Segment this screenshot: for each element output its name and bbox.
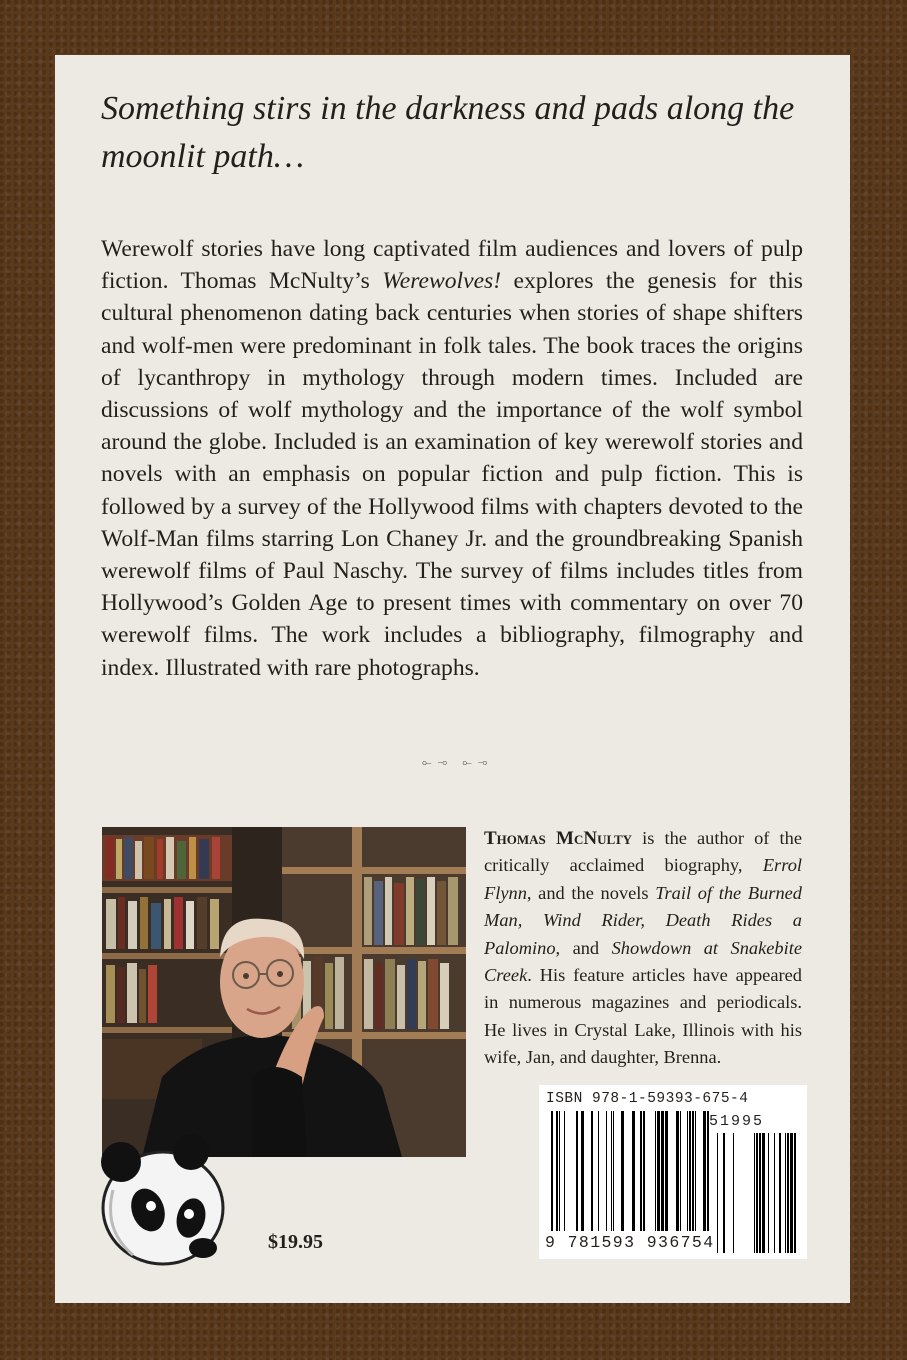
barcode-bar [794,1133,796,1253]
barcode-bar [687,1111,688,1231]
barcode-bar [559,1111,560,1231]
barcode-bar [640,1111,642,1231]
barcode-bar [551,1111,553,1231]
price-code: 51995 [709,1113,765,1130]
barcode-bar [787,1133,789,1253]
barcode-digits: 9 781593 936754 [545,1233,715,1252]
barcode-bar [613,1111,614,1231]
barcode-bar [661,1111,664,1231]
barcode-bar [665,1111,668,1231]
barcode-bar [756,1133,758,1253]
barcode-bar [581,1111,584,1231]
author-photo [102,827,466,1157]
barcode-bar [576,1111,578,1231]
panda-logo-icon [93,1130,228,1270]
barcode-bar [598,1111,599,1231]
barcode-bar [689,1111,691,1231]
barcode-bar [774,1133,775,1253]
barcode-bar [785,1133,786,1253]
barcode-bar [759,1133,761,1253]
barcode-bar [564,1111,565,1231]
barcode-bar [717,1133,718,1253]
barcode-bar [657,1111,660,1231]
barcode-bar [703,1111,706,1231]
barcode-bar [643,1111,645,1231]
book-title: Werewolves! [382,268,502,295]
barcode-bar [707,1111,709,1231]
barcode-bar [676,1111,679,1231]
barcode-bar [754,1133,755,1253]
barcode-bar [695,1111,696,1231]
barcode-bar [611,1111,612,1231]
barcode-bar [768,1133,769,1253]
barcode-bar [779,1133,781,1253]
isbn-barcode [539,1085,807,1259]
barcode-bar [632,1111,635,1231]
barcode-bar [692,1111,694,1231]
tagline: Something stirs in the darkness and pads along the moonlit path… [101,90,795,175]
author-bio: Thomas McNulty is the author of the critically acclaimed biography, Errol Flynn, and the novels Trail of the Burned Man, Wind Rider, Death Rides a Palomino, and Showdown at Snakebite Creek. His feature articles have appeared in numerous magazines and periodicals. He lives in Crystal Lake, Illinois with his wife, Jan, and daughter, Brenna. [484,828,802,1068]
barcode-bar [790,1133,793,1253]
price: $19.95 [268,1231,323,1253]
barcode-bar [621,1111,624,1231]
isbn-number: ISBN 978-1-59393-675-4 [546,1091,749,1107]
back-cover [55,55,850,1303]
barcode-bar [556,1111,558,1231]
barcode-bar [606,1111,607,1231]
barcode-bar [655,1111,656,1231]
barcode-bar [762,1133,765,1253]
barcode-bar [680,1111,681,1231]
barcode-bar [733,1133,734,1253]
barcode-bar [591,1111,593,1231]
barcode-bar [723,1133,725,1253]
author-name: Thomas McNulty [484,828,632,849]
ornament-divider: ⟜⊸ ⟜⊸ [422,755,494,769]
book-description: Werewolf stories have long captivated film audiences and lovers of pulp fiction. Thomas McNulty’s Werewolves! explores the genesis for this cultural phenomenon dating back centuries when stories of shape shifters and wolf-men were predominant in folk tales. The book traces the origins of lycanthropy in mythology through modern times. Included are discussions of wolf mythology and the importance of the wolf symbol around the globe. Included is an examination of key werewolf stories and novels with an emphasis on popular fiction and pulp fiction. This is followed by a survey of the Hollywood films with chapters devoted to the Wolf-Man films starring Lon Chaney Jr. and the groundbreaking Spanish werewolf films of Paul Naschy. The survey of films includes titles from Hollywood’s Golden Age to present times with commentary on over 70 werewolf films. The work includes a bibliography, filmography and index. Illustrated with rare photographs. [101,236,803,681]
